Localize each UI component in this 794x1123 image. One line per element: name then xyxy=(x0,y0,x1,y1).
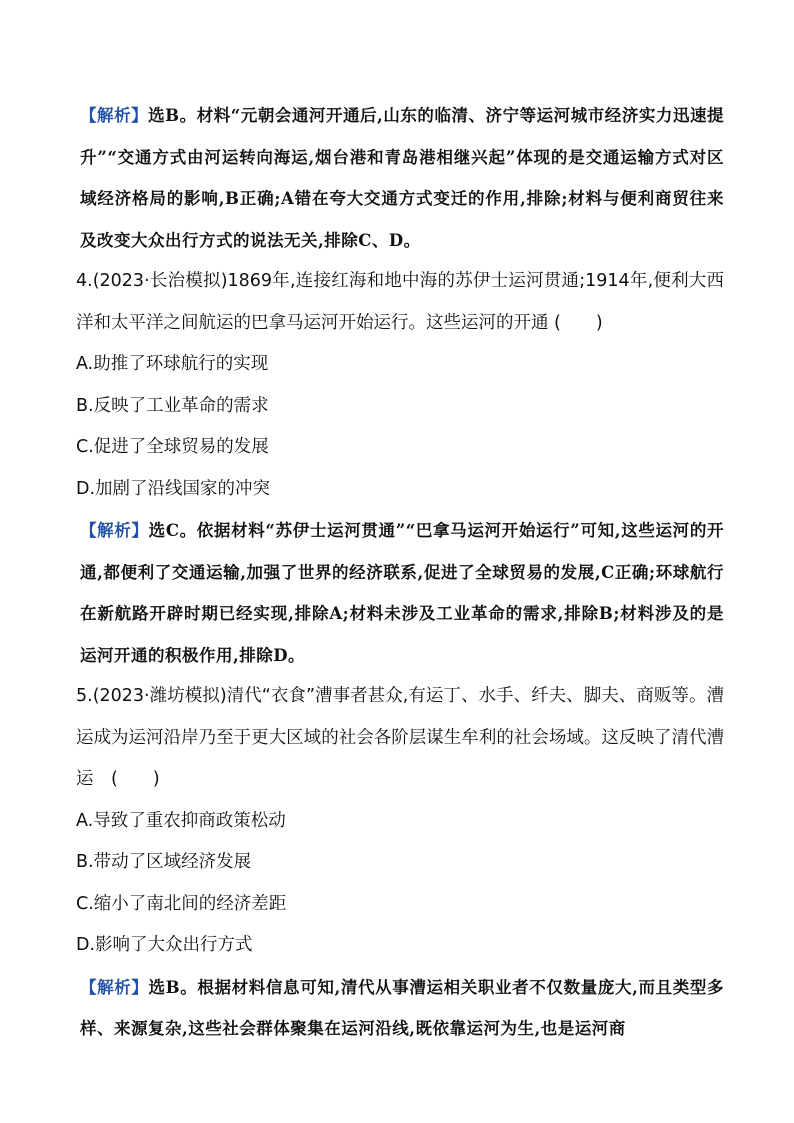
question-4-option-a: A.助推了环球航行的实现 xyxy=(76,354,269,374)
analysis-tag: 【解析】 xyxy=(80,977,149,997)
analysis-block-5 xyxy=(76,967,724,1050)
question-5-stem: 5.(2023·潍坊模拟)清代“衣食”漕事者甚众,有运丁、水手、纤夫、脚夫、商贩等。漕运成为运河沿岸乃至于更大区域的社会各阶层谋生牟利的社会场域。这反映了清代漕运 ( ) xyxy=(76,686,724,789)
analysis-text: 选B。根据材料信息可知,清代从事漕运相关职业者不仅数量庞大,而且类型多样、来源复杂,这些社会群体聚集在运河沿线,既依靠运河为生,也是运河商 xyxy=(80,977,725,1038)
analysis-text: 选C。依据材料“苏伊士运河贯通”“巴拿马运河开始运行”可知,这些运河的开通,都便利了交通运输,加强了世界的经济联系,促进了全球贸易的发展,C正确;环球航行在新航路开辟时期已经实现,排除A;材料未涉及工业革命的需求,排除B;材料涉及的是运河开通的积极作用,排除D。 xyxy=(80,521,725,665)
question-5-option-c: C.缩小了南北间的经济差距 xyxy=(76,893,287,914)
question-4-option-c: C.促进了全球贸易的发展 xyxy=(76,437,269,457)
analysis-tag: 【解析】 xyxy=(80,106,149,125)
question-5-option-b: B.带动了区域经济发展 xyxy=(76,852,252,872)
question-4-stem: 4.(2023·长治模拟)1869年,连接红海和地中海的苏伊士运河贯通;1914年,便利大西洋和太平洋之间航运的巴拿马运河开始运行。这些运河的开通 ( ) xyxy=(76,271,724,333)
question-5-option-a: A.导致了重农抑商政策松动 xyxy=(76,810,286,831)
analysis-tag: 【解析】 xyxy=(80,521,149,540)
analysis-text: 选B。材料“元朝会通河开通后,山东的临清、济宁等运河城市经济实力迅速提升”“交通方式由河运转向海运,烟台港和青岛港相继兴起”体现的是交通运输方式对区域经济格局的影响,B正确;A错在夸大交通方式变迁的作用,排除;材料与便利商贸往来及改变大众出行方式的说法无关,排除C、D。 xyxy=(80,106,724,250)
analysis-block-4 xyxy=(76,510,724,676)
analysis-block-3 xyxy=(76,95,724,261)
question-5-option-d: D.影响了大众出行方式 xyxy=(76,935,253,955)
page-content xyxy=(76,95,724,1050)
question-4-option-b: B.反映了工业革命的需求 xyxy=(76,395,269,416)
question-4-option-d: D.加剧了沿线国家的冲突 xyxy=(76,478,271,499)
